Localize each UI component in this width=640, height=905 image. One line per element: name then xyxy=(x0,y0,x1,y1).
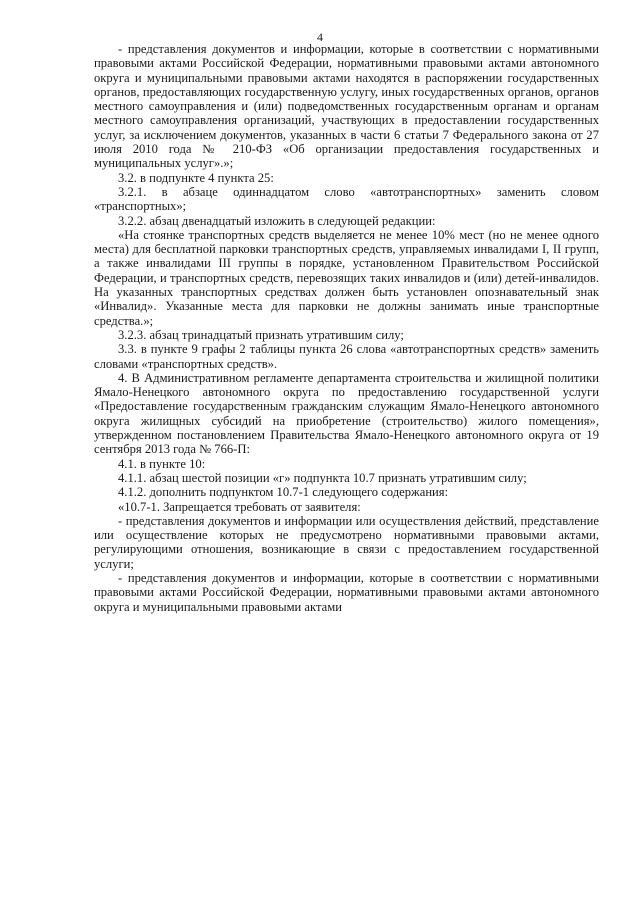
paragraph: - представления документов и информации или осуществления действий, представление или осуществление которых не предусмотрено нормативными правовыми актами, регулирующими отношения, возникающие в связи с предоставлением государственной услуги; xyxy=(94,513,599,571)
page-number: 4 xyxy=(317,30,323,44)
paragraph: 3.2. в подпункте 4 пункта 25: xyxy=(118,170,274,185)
paragraph: 3.3. в пункте 9 графы 2 таблицы пункта 26 слова «автотранспортных средств» заменить словами «транспортных средств». xyxy=(94,342,599,371)
paragraph: 3.2.1. в абзаце одиннадцатом слово «автотранспортных» заменить словом «транспортных»; xyxy=(94,184,599,214)
paragraph: - представления документов и информации, которые в соответствии с нормативными правовыми актами Российской Федерации, нормативными правовыми актами автономного округа и муниципальными правовыми актами находятся в распоряжении государственных органов, предоставляющих государственную услугу, иных государственных органов, органов местного самоуправления и (или) подведомственных государственным органам и органам местного самоуправления организаций, участвующих в предоставлении государственных услуг, за исключением документов, указанных в части 6 статьи 7 Федерального закона от 27 июля 2010 года № 210-ФЗ «Об организации предоставления государственных и муниципальных услуг».»; xyxy=(94,42,599,171)
paragraph: «10.7-1. Запрещается требовать от заявителя: xyxy=(118,499,361,514)
paragraph: 4.1.1. абзац шестой позиции «г» подпункта 10.7 признать утратившим силу; xyxy=(118,470,527,485)
paragraph: - представления документов и информации, которые в соответствии с нормативными правовыми актами Российской Федерации, нормативными правовыми актами автономного округа и муниципальными правовыми актами xyxy=(94,570,599,614)
body-text xyxy=(94,42,599,614)
paragraph: «На стоянке транспортных средств выделяется не менее 10% мест (но не менее одного места) для бесплатной парковки транспортных средств, управляемых инвалидами I, II групп, а также инвалидами III группы в порядке, установленном Правительством Российской Федерации, и транспортных средств, перевозящих таких инвалидов и (или) детей-инвалидов. На указанных транспортных средствах должен быть установлен опознавательный знак «Инвалид». Указанные места для парковки не должны занимать иные транспортные средства.»; xyxy=(94,227,599,328)
paragraph: 3.2.3. абзац тринадцатый признать утратившим силу; xyxy=(118,327,404,342)
paragraph: 3.2.2. абзац двенадцатый изложить в следующей редакции: xyxy=(118,213,436,228)
paragraph: 4.1. в пункте 10: xyxy=(118,456,206,471)
paragraph: 4.1.2. дополнить подпунктом 10.7-1 следующего содержания: xyxy=(118,485,449,500)
paragraph: 4. В Административном регламенте департамента строительства и жилищной политики Ямало-Ненецкого автономного округа по предоставлению государственной услуги «Предоставление государственным гражданским служащим Ямало-Ненецкого автономного округа жилищных субсидий на приобретение (строительство) жилого помещения», утвержденном постановлением Правительства Ямало-Ненецкого автономного округа от 19 сентября 2013 года № 766-П: xyxy=(94,370,599,457)
